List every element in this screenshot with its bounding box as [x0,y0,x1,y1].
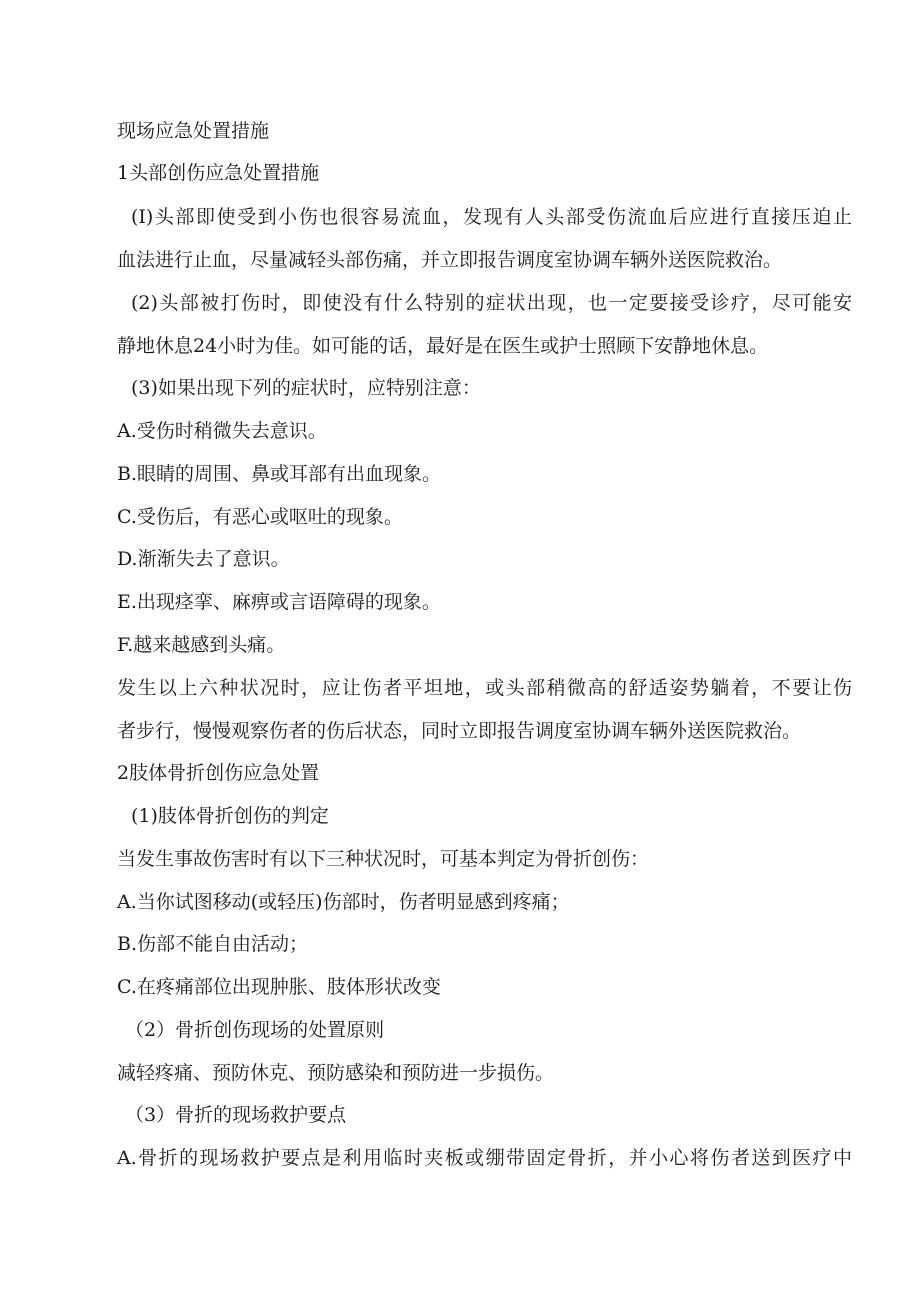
list-item: A.骨折的现场救护要点是利用临时夹板或绷带固定骨折，并小心将伤者送到医疗中 [117,1147,852,1169]
list-item: C.受伤后，有恶心或呕吐的现象。 [117,506,403,528]
list-item: B.伤部不能自由活动； [117,933,309,955]
paragraph-line: 静地休息24小时为佳。如可能的话，最好是在医生或护士照顾下安静地休息。 [117,335,769,357]
list-item: A.受伤时稍微失去意识。 [117,420,327,442]
paragraph-line: 血法进行止血，尽量减轻头部伤痛，并立即报告调度室协调车辆外送医院救治。 [117,249,783,271]
paragraph-line: (3)如果出现下列的症状时，应特别注意： [131,377,481,399]
heading-fracture: 2肢体骨折创伤应急处置 [117,762,320,784]
subheading: （2）骨折创伤现场的处置原则 [125,1019,385,1041]
heading-head-injury: 1头部创伤应急处置措施 [117,162,320,184]
paragraph-line: 者步行，慢慢观察伤者的伤后状态，同时立即报告调度室协调车辆外送医院救治。 [117,720,802,742]
list-item: B.眼睛的周围、鼻或耳部有出血现象。 [117,463,442,485]
paragraph-line: (2)头部被打伤时，即使没有什么特别的症状出现，也一定要接受诊疗，尽可能安 [131,292,852,314]
list-item: E.出现痉挛、麻痹或言语障碍的现象。 [117,591,441,613]
list-item: D.渐渐失去了意识。 [117,548,290,570]
paragraph-line: 发生以上六种状况时，应让伤者平坦地，或头部稍微高的舒适姿势躺着，不要让伤 [117,677,852,699]
paragraph-line: 当发生事故伤害时有以下三种状况时，可基本判定为骨折创伤： [117,848,650,870]
section-title: 现场应急处置措施 [117,120,270,142]
paragraph-line: 减轻疼痛、预防休克、预防感染和预防进一步损伤。 [117,1062,555,1084]
list-item: C.在疼痛部位出现肿胀、肢体形状改变 [117,976,441,998]
subheading: （3）骨折的现场救护要点 [125,1104,347,1126]
paragraph-line: (I)头部即使受到小伤也很容易流血，发现有人头部受伤流血后应进行直接压迫止 [131,206,852,228]
list-item: F.越来越感到头痛。 [117,634,286,656]
subheading: (1)肢体骨折创伤的判定 [131,805,329,827]
list-item: A.当你试图移动(或轻压)伤部时，伤者明显感到疼痛； [117,891,570,913]
